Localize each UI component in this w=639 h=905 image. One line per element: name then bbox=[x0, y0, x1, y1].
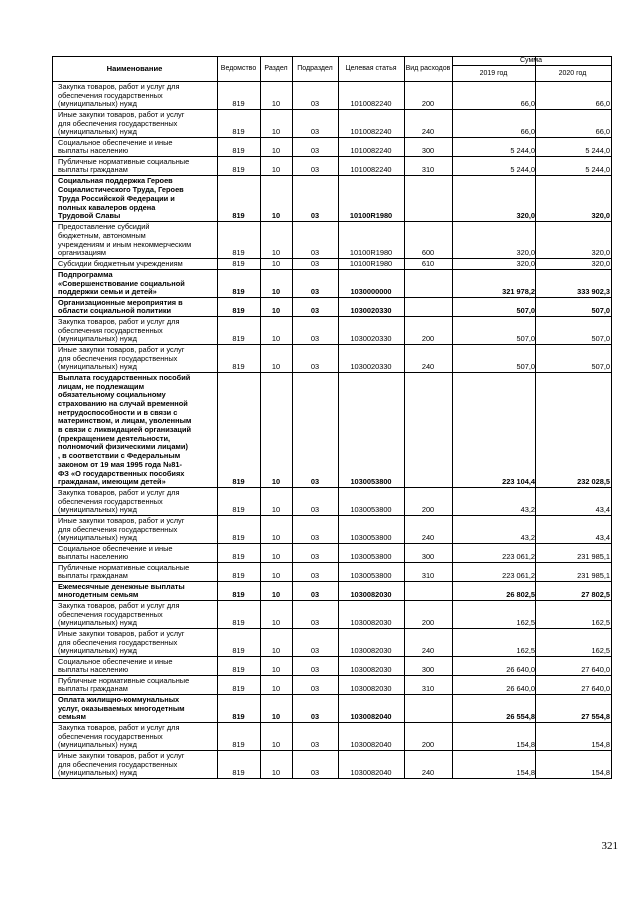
cell-target: 1030053800 bbox=[350, 533, 392, 542]
cell-dept: 819 bbox=[232, 362, 245, 371]
cell-expense-type: 200 bbox=[421, 99, 435, 108]
cell-target: 1030053800 bbox=[350, 477, 392, 486]
cell-subsection: 03 bbox=[310, 665, 320, 674]
cell-target: 1030020330 bbox=[350, 362, 392, 371]
header-expense-type: Вид расходов bbox=[405, 64, 451, 72]
cell-year-2020: 27 640,0 bbox=[581, 684, 610, 693]
cell-target: 1030082040 bbox=[350, 712, 392, 721]
cell-section: 10 bbox=[271, 571, 281, 580]
cell-subsection: 03 bbox=[310, 533, 320, 542]
cell-subsection: 03 bbox=[310, 712, 320, 721]
cell-year-2019: 223 104,4 bbox=[502, 477, 535, 486]
cell-dept: 819 bbox=[232, 165, 245, 174]
cell-target: 1010082240 bbox=[350, 146, 392, 155]
row-name: Субсидии бюджетным учреждениям bbox=[58, 259, 183, 269]
cell-year-2019: 162,5 bbox=[516, 646, 535, 655]
cell-target: 1030082030 bbox=[350, 646, 392, 655]
cell-section: 10 bbox=[271, 768, 281, 777]
cell-year-2020: 43,4 bbox=[595, 505, 610, 514]
row-name: Иные закупки товаров, работ и услуг для обеспечения государственных (муниципальных) нужд bbox=[58, 515, 185, 543]
cell-year-2019: 507,0 bbox=[516, 334, 535, 343]
cell-expense-type: 200 bbox=[421, 618, 435, 627]
cell-target: 10100R1980 bbox=[349, 259, 393, 268]
cell-year-2020: 162,5 bbox=[591, 618, 610, 627]
cell-year-2020: 66,0 bbox=[595, 99, 610, 108]
cell-dept: 819 bbox=[232, 287, 245, 296]
cell-year-2019: 26 640,0 bbox=[506, 684, 535, 693]
cell-target: 10100R1980 bbox=[349, 248, 393, 257]
cell-year-2020: 320,0 bbox=[591, 248, 610, 257]
cell-subsection: 03 bbox=[310, 552, 320, 561]
cell-year-2019: 154,8 bbox=[516, 768, 535, 777]
cell-year-2019: 223 061,2 bbox=[502, 571, 535, 580]
cell-dept: 819 bbox=[232, 552, 245, 561]
cell-year-2020: 320,0 bbox=[591, 211, 610, 220]
cell-section: 10 bbox=[271, 362, 281, 371]
cell-expense-type: 240 bbox=[421, 646, 435, 655]
cell-subsection: 03 bbox=[310, 618, 320, 627]
cell-section: 10 bbox=[271, 590, 281, 599]
cell-year-2020: 154,8 bbox=[591, 740, 610, 749]
cell-target: 1010082240 bbox=[350, 127, 392, 136]
cell-subsection: 03 bbox=[310, 259, 320, 268]
header-year-2019: 2019 год bbox=[479, 69, 508, 77]
cell-section: 10 bbox=[271, 165, 281, 174]
cell-year-2020: 5 244,0 bbox=[585, 165, 610, 174]
cell-section: 10 bbox=[271, 646, 281, 655]
cell-year-2019: 223 061,2 bbox=[502, 552, 535, 561]
cell-dept: 819 bbox=[232, 740, 245, 749]
cell-dept: 819 bbox=[232, 99, 245, 108]
cell-year-2020: 320,0 bbox=[591, 259, 610, 268]
cell-dept: 819 bbox=[232, 127, 245, 136]
cell-dept: 819 bbox=[232, 505, 245, 514]
cell-year-2019: 5 244,0 bbox=[510, 146, 535, 155]
cell-target: 1030000000 bbox=[350, 287, 392, 296]
row-divider bbox=[52, 778, 612, 779]
cell-subsection: 03 bbox=[310, 211, 320, 220]
cell-subsection: 03 bbox=[310, 99, 320, 108]
cell-year-2020: 231 985,1 bbox=[577, 552, 610, 561]
cell-year-2019: 320,0 bbox=[516, 248, 535, 257]
cell-dept: 819 bbox=[232, 618, 245, 627]
column-divider bbox=[217, 56, 218, 778]
cell-section: 10 bbox=[271, 287, 281, 296]
cell-target: 1030082030 bbox=[350, 665, 392, 674]
cell-expense-type: 610 bbox=[421, 259, 435, 268]
cell-year-2020: 5 244,0 bbox=[585, 146, 610, 155]
row-name: Публичные нормативные социальные выплаты гражданам bbox=[58, 562, 190, 581]
cell-dept: 819 bbox=[232, 590, 245, 599]
cell-year-2019: 66,0 bbox=[520, 99, 535, 108]
cell-year-2020: 162,5 bbox=[591, 646, 610, 655]
cell-section: 10 bbox=[271, 684, 281, 693]
row-name: Социальное обеспечение и иные выплаты населению bbox=[58, 543, 173, 562]
row-name: Иные закупки товаров, работ и услуг для обеспечения государственных (муниципальных) нужд bbox=[58, 344, 185, 372]
cell-dept: 819 bbox=[232, 684, 245, 693]
cell-section: 10 bbox=[271, 665, 281, 674]
cell-year-2019: 507,0 bbox=[516, 362, 535, 371]
cell-year-2019: 43,2 bbox=[520, 505, 535, 514]
cell-year-2019: 5 244,0 bbox=[510, 165, 535, 174]
cell-year-2020: 154,8 bbox=[591, 768, 610, 777]
row-name: Ежемесячные денежные выплаты многодетным семьям bbox=[58, 581, 185, 600]
cell-subsection: 03 bbox=[310, 287, 320, 296]
cell-year-2020: 333 902,3 bbox=[577, 287, 610, 296]
cell-subsection: 03 bbox=[310, 768, 320, 777]
cell-target: 1030082040 bbox=[350, 740, 392, 749]
cell-section: 10 bbox=[271, 477, 281, 486]
cell-year-2020: 507,0 bbox=[591, 362, 610, 371]
cell-dept: 819 bbox=[232, 211, 245, 220]
row-name: Закупка товаров, работ и услуг для обеспечения государственных (муниципальных) нужд bbox=[58, 316, 180, 344]
column-divider bbox=[404, 56, 405, 778]
row-name: Социальное обеспечение и иные выплаты населению bbox=[58, 656, 173, 675]
cell-year-2019: 162,5 bbox=[516, 618, 535, 627]
cell-year-2019: 154,8 bbox=[516, 740, 535, 749]
cell-subsection: 03 bbox=[310, 362, 320, 371]
cell-target: 1030053800 bbox=[350, 505, 392, 514]
cell-expense-type: 310 bbox=[421, 165, 435, 174]
cell-year-2019: 66,0 bbox=[520, 127, 535, 136]
column-divider bbox=[52, 56, 53, 778]
cell-target: 1030082030 bbox=[350, 590, 392, 599]
cell-target: 1030082030 bbox=[350, 684, 392, 693]
cell-section: 10 bbox=[271, 306, 281, 315]
cell-year-2020: 43,4 bbox=[595, 533, 610, 542]
cell-subsection: 03 bbox=[310, 248, 320, 257]
cell-target: 1030053800 bbox=[350, 571, 392, 580]
cell-subsection: 03 bbox=[310, 646, 320, 655]
cell-year-2019: 43,2 bbox=[520, 533, 535, 542]
cell-year-2019: 507,0 bbox=[516, 306, 535, 315]
cell-section: 10 bbox=[271, 533, 281, 542]
cell-subsection: 03 bbox=[310, 590, 320, 599]
header-sum: Сумма bbox=[520, 56, 542, 64]
header-target: Целевая статья bbox=[345, 64, 397, 72]
cell-expense-type: 200 bbox=[421, 505, 435, 514]
row-name: Выплата государственных пособий лицам, не подлежащим обязательному социальному страхованию на случай временной нетрудоспособности и в связи с материнством, и лицам, уволенным в связи с ликвидацией организаций (прекращением деятельности, полномочий физическими лицами) , в соответствии с Федеральным законом от 19 мая 1995 года №81- ФЗ «О государственных пособиях гражданам, имеющим детей» bbox=[58, 372, 192, 487]
row-name: Организационные мероприятия в области социальной политики bbox=[58, 297, 183, 316]
cell-year-2020: 27 554,8 bbox=[581, 712, 610, 721]
cell-target: 1030020330 bbox=[350, 306, 392, 315]
column-divider bbox=[260, 56, 261, 778]
cell-section: 10 bbox=[271, 127, 281, 136]
row-name: Оплата жилищно-коммунальных услуг, оказываемых многодетным семьям bbox=[58, 694, 185, 722]
cell-section: 10 bbox=[271, 211, 281, 220]
row-name: Закупка товаров, работ и услуг для обеспечения государственных (муниципальных) нужд bbox=[58, 600, 180, 628]
cell-dept: 819 bbox=[232, 259, 245, 268]
row-name: Иные закупки товаров, работ и услуг для обеспечения государственных (муниципальных) нужд bbox=[58, 628, 185, 656]
cell-section: 10 bbox=[271, 712, 281, 721]
cell-expense-type: 200 bbox=[421, 334, 435, 343]
cell-section: 10 bbox=[271, 740, 281, 749]
cell-year-2020: 231 985,1 bbox=[577, 571, 610, 580]
cell-section: 10 bbox=[271, 552, 281, 561]
cell-expense-type: 240 bbox=[421, 768, 435, 777]
cell-dept: 819 bbox=[232, 533, 245, 542]
column-divider bbox=[452, 56, 453, 778]
cell-subsection: 03 bbox=[310, 740, 320, 749]
row-name: Иные закупки товаров, работ и услуг для обеспечения государственных (муниципальных) нужд bbox=[58, 109, 185, 137]
cell-dept: 819 bbox=[232, 334, 245, 343]
cell-section: 10 bbox=[271, 146, 281, 155]
header-year-2020: 2020 год bbox=[558, 69, 587, 77]
cell-section: 10 bbox=[271, 99, 281, 108]
cell-subsection: 03 bbox=[310, 127, 320, 136]
cell-expense-type: 200 bbox=[421, 740, 435, 749]
cell-year-2019: 320,0 bbox=[516, 211, 535, 220]
cell-expense-type: 300 bbox=[421, 552, 435, 561]
cell-year-2020: 27 640,0 bbox=[581, 665, 610, 674]
header-section: Раздел bbox=[264, 64, 288, 72]
row-name: Публичные нормативные социальные выплаты гражданам bbox=[58, 156, 190, 175]
cell-dept: 819 bbox=[232, 768, 245, 777]
column-divider bbox=[611, 56, 612, 778]
cell-subsection: 03 bbox=[310, 146, 320, 155]
cell-dept: 819 bbox=[232, 248, 245, 257]
row-name: Закупка товаров, работ и услуг для обеспечения государственных (муниципальных) нужд bbox=[58, 722, 180, 750]
cell-target: 1030082030 bbox=[350, 618, 392, 627]
column-divider bbox=[292, 56, 293, 778]
cell-section: 10 bbox=[271, 334, 281, 343]
cell-dept: 819 bbox=[232, 665, 245, 674]
cell-year-2019: 26 640,0 bbox=[506, 665, 535, 674]
cell-expense-type: 310 bbox=[421, 571, 435, 580]
cell-section: 10 bbox=[271, 259, 281, 268]
column-divider bbox=[338, 56, 339, 778]
cell-subsection: 03 bbox=[310, 165, 320, 174]
cell-year-2019: 26 802,5 bbox=[506, 590, 535, 599]
header-subsection: Подраздел bbox=[297, 64, 333, 72]
cell-subsection: 03 bbox=[310, 477, 320, 486]
cell-year-2019: 321 978,2 bbox=[502, 287, 535, 296]
cell-dept: 819 bbox=[232, 306, 245, 315]
cell-subsection: 03 bbox=[310, 306, 320, 315]
cell-expense-type: 300 bbox=[421, 665, 435, 674]
cell-year-2020: 27 802,5 bbox=[581, 590, 610, 599]
cell-year-2020: 232 028,5 bbox=[577, 477, 610, 486]
column-divider bbox=[535, 56, 536, 778]
cell-dept: 819 bbox=[232, 146, 245, 155]
cell-target: 1030082040 bbox=[350, 768, 392, 777]
page-number: 321 bbox=[601, 840, 618, 852]
cell-subsection: 03 bbox=[310, 505, 320, 514]
cell-year-2020: 507,0 bbox=[591, 306, 610, 315]
cell-expense-type: 600 bbox=[421, 248, 435, 257]
cell-dept: 819 bbox=[232, 646, 245, 655]
cell-year-2019: 320,0 bbox=[516, 259, 535, 268]
row-name: Социальное обеспечение и иные выплаты населению bbox=[58, 137, 173, 156]
cell-target: 1010082240 bbox=[350, 99, 392, 108]
cell-subsection: 03 bbox=[310, 334, 320, 343]
cell-subsection: 03 bbox=[310, 684, 320, 693]
cell-year-2019: 26 554,8 bbox=[506, 712, 535, 721]
row-name: Иные закупки товаров, работ и услуг для обеспечения государственных (муниципальных) нужд bbox=[58, 750, 185, 778]
cell-expense-type: 240 bbox=[421, 362, 435, 371]
cell-target: 10100R1980 bbox=[349, 211, 393, 220]
cell-section: 10 bbox=[271, 618, 281, 627]
row-name: Социальная поддержка Героев Социалистического Труда, Героев Труда Российской Федерации и полных кавалеров ордена Трудовой Славы bbox=[58, 176, 184, 221]
cell-target: 1010082240 bbox=[350, 165, 392, 174]
row-name: Подпрограмма «Совершенствование социальной поддержки семьи и детей» bbox=[58, 269, 185, 297]
header-name: Наименование bbox=[106, 63, 163, 73]
cell-section: 10 bbox=[271, 505, 281, 514]
cell-expense-type: 310 bbox=[421, 684, 435, 693]
cell-section: 10 bbox=[271, 248, 281, 257]
cell-dept: 819 bbox=[232, 712, 245, 721]
cell-target: 1030020330 bbox=[350, 334, 392, 343]
cell-expense-type: 240 bbox=[421, 533, 435, 542]
header-dept: Ведомство bbox=[220, 64, 257, 72]
cell-dept: 819 bbox=[232, 477, 245, 486]
cell-year-2020: 507,0 bbox=[591, 334, 610, 343]
row-name: Закупка товаров, работ и услуг для обеспечения государственных (муниципальных) нужд bbox=[58, 487, 180, 515]
cell-subsection: 03 bbox=[310, 571, 320, 580]
row-name: Закупка товаров, работ и услуг для обеспечения государственных (муниципальных) нужд bbox=[58, 81, 180, 109]
cell-target: 1030053800 bbox=[350, 552, 392, 561]
cell-expense-type: 240 bbox=[421, 127, 435, 136]
row-name: Публичные нормативные социальные выплаты гражданам bbox=[58, 675, 190, 694]
cell-year-2020: 66,0 bbox=[595, 127, 610, 136]
cell-dept: 819 bbox=[232, 571, 245, 580]
cell-expense-type: 300 bbox=[421, 146, 435, 155]
row-name: Предоставление субсидий бюджетным, автономным учреждениям и иным некоммерческим организациям bbox=[58, 222, 192, 258]
